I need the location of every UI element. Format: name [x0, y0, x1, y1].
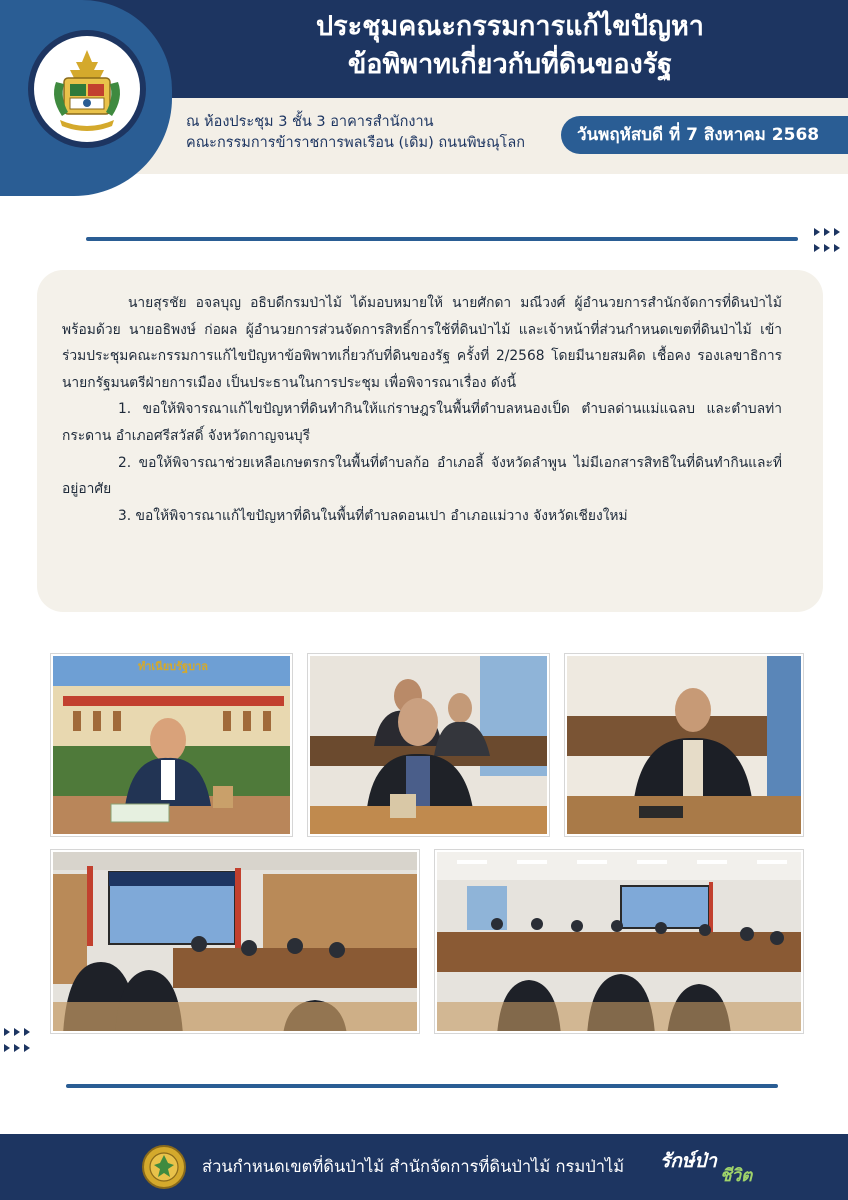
title-line-1: ประชุมคณะกรรมการแก้ไขปัญหา: [316, 11, 704, 42]
intro-paragraph: นายสุรชัย อจลบุญ อธิบดีกรมป่าไม้ ได้มอบหมายให้ นายศักดา มณีวงศ์ ผู้อำนวยการสำนักจัดการที่ดินป่าไม้ พร้อมด้วย นายอธิพงษ์ ก่อผล ผู้อำนวยการส่วนจัดการสิทธิ์การใช้ที่ดินป่าไม้ และเจ้าหน้าที่ส่วนกำหนดเขตที่ดินป่าไม้ เข้าร่วมประชุมคณะกรรมการแก้ไขปัญหาข้อพิพาทเกี่ยวกับที่ดินของรัฐ ครั้งที่ 2/2568 โดยมีนายสมคิด เชื้อคง รองเลขาธิการนายกรัฐมนตรีฝ่ายการเมือง เป็นประธานในการประชุม เพื่อพิจารณาเรื่อง ดังนี้: [62, 295, 782, 391]
chevron-right-icon: [812, 226, 846, 256]
building-sign: ทำเนียบรัฐบาล: [137, 660, 209, 673]
photo-division-director: [565, 654, 803, 836]
meeting-photo-image: [53, 852, 419, 1033]
royal-forest-department-emblem-icon: [144, 1147, 184, 1187]
footer-logo-text: รักษ์ป่า: [660, 1150, 717, 1172]
royal-forest-department-emblem-icon: [34, 36, 140, 142]
venue-line-2: คณะกรรมการข้าราชการพลเรือน (เดิม) ถนนพิษณุโลก: [186, 135, 525, 151]
meeting-photo-image: [567, 656, 803, 836]
logo-badge: [34, 36, 140, 142]
page-title: [190, 8, 830, 84]
content-text: [62, 290, 782, 529]
top-divider: [86, 237, 798, 241]
agenda-item-3: 3. ขอให้พิจารณาแก้ไขปัญหาที่ดินในพื้นที่ตำบลดอนเปา อำเภอแม่วาง จังหวัดเชียงใหม่: [118, 507, 628, 524]
meeting-photo-image: [53, 656, 292, 836]
photo-meeting-room-wide: [435, 850, 803, 1033]
photo-director: [308, 654, 549, 836]
agenda-item-2: 2. ขอให้พิจารณาช่วยเหลือเกษตรกรในพื้นที่ตำบลก้อ อำเภอลี้ จังหวัดลำพูน ไม่มีเอกสารสิทธิในที่ดินทำกินและที่อยู่อาศัย: [62, 454, 782, 498]
footer-logo-text-2: ชีวิต: [720, 1166, 753, 1186]
meeting-photo-image: [310, 656, 549, 836]
arrow-decoration-top: [812, 226, 846, 259]
photo-chairperson: [51, 654, 292, 836]
agenda-item-1: 1. ขอให้พิจารณาแก้ไขปัญหาที่ดินทำกินให้แก่ราษฎรในพื้นที่ตำบลหนองเป็ด ตำบลด่านแม่แฉลบ และตำบลท่ากระดาน อำเภอศรีสวัสดิ์ จังหวัดกาญจนบุรี: [62, 401, 782, 444]
footer-seal: [142, 1145, 186, 1189]
venue-text: [186, 112, 566, 154]
footer-text: ส่วนกำหนดเขตที่ดินป่าไม้ สำนักจัดการที่ดินป่าไม้ กรมป่าไม้: [202, 1157, 625, 1176]
arrow-decoration-bottom: [2, 1026, 38, 1059]
meeting-photo-image: [437, 852, 803, 1033]
venue-line-1: ณ ห้องประชุม 3 ชั้น 3 อาคารสำนักงาน: [186, 114, 434, 130]
bottom-divider: [66, 1084, 778, 1088]
footer-logo: [660, 1146, 770, 1188]
title-line-2: ข้อพิพาทเกี่ยวกับที่ดินของรัฐ: [347, 49, 673, 80]
date-badge: วันพฤหัสบดี ที่ 7 สิงหาคม 2568: [561, 116, 848, 154]
chevron-right-icon: [2, 1026, 38, 1056]
photo-meeting-room-front: [51, 850, 419, 1033]
